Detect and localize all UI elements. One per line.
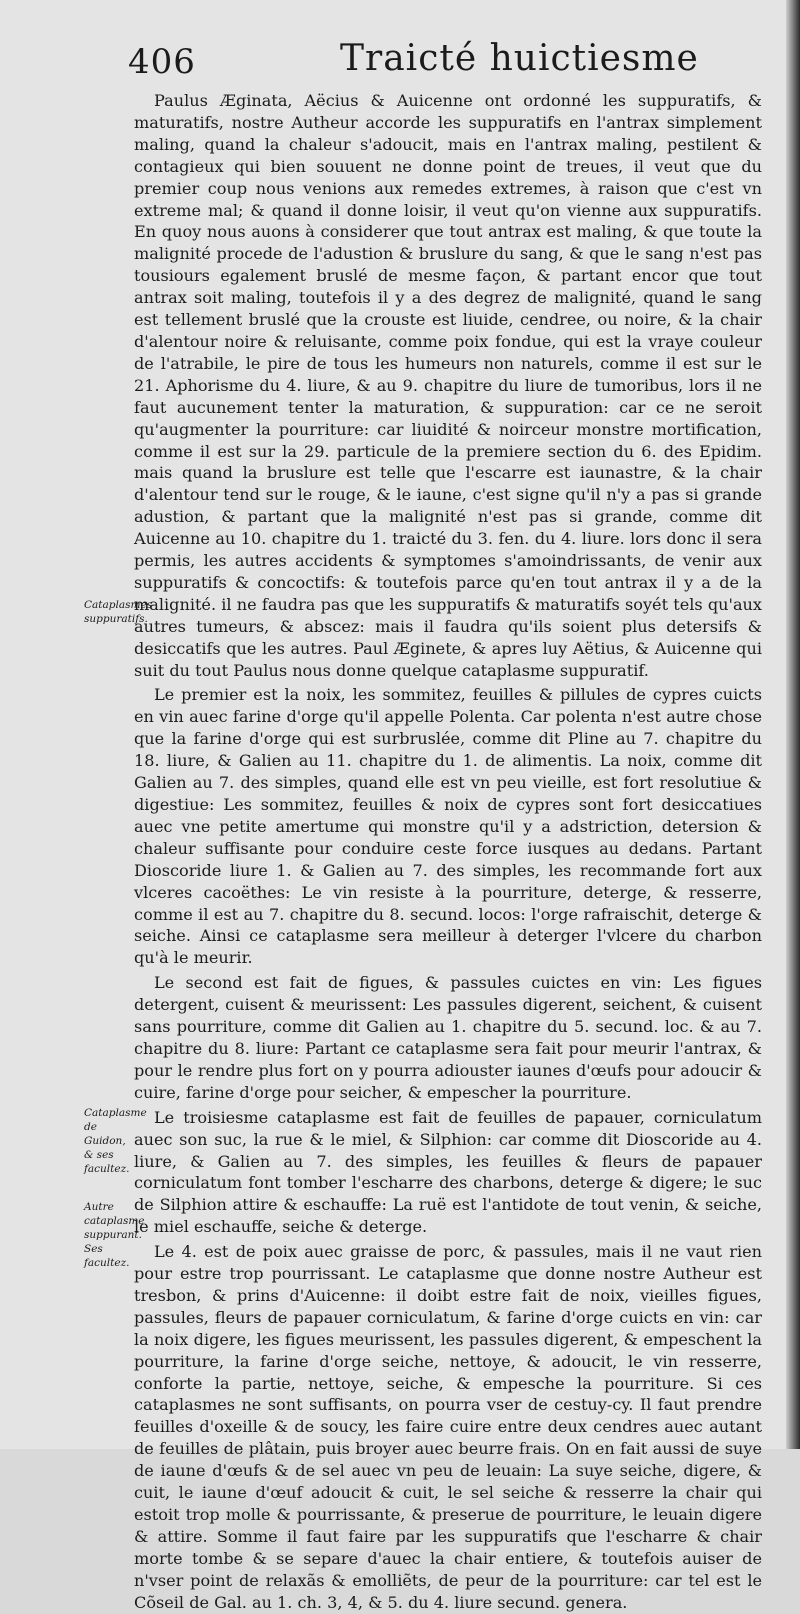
running-title: Traicté huictiesme (340, 38, 699, 79)
body-text (134, 90, 762, 1614)
paragraph: Le 4. est de poix auec graisse de porc, & passules, mais il ne vaut rien pour estre trop pourrissant. Le cataplasme que donne nostre Autheur est tresbon, & prins d'Auicenne: il doibt estre fait de noix, vieilles figues, passules, fleurs de papauer corniculatum, & farine d'orge cuicts en vin: car la noix digere, les figues meurissent, les passules digerent, & empeschent la pourriture, la farine d'orge seiche, nettoye, & adoucit, le vin resserre, conforte la partie, nettoye, seiche, & empesche la pourriture. Si ces cataplasmes ne sont suffisants, on pourra vser de cestuy-cy. Il faut prendre feuilles d'oxeille & de soucy, les faire cuire entre deux cendres auec autant de feuilles de plâtain, puis broyer auec beurre frais. On en fait aussi de suye de iaune d'œufs & de sel auec vn peu de leuain: La suye seiche, digere, & cuit, le iaune d'œuf adoucit & cuit, le sel seiche & resserre la chair qui estoit trop molle & pourrissante, & preserue de pourriture, le leuain digere & attire. Somme il faut faire par les suppuratifs que l'escharre & chair morte tombe & se separe d'auec la chair entiere, & toutefois auiser de n'vser point de relaxãs & emolliẽts, de peur de la pourriture: car tel est le Cõseil de Gal. au 1. ch. 3, 4, & 5. du 4. liure secund. genera. (134, 1242, 762, 1612)
margin-notes (84, 0, 153, 1449)
margin-note: Cataplasme de Guidon, & ses facultez. (84, 1107, 147, 1175)
paragraph: Le troisiesme cataplasme est fait de feuilles de papauer, corniculatum auec son suc, la rue & le miel, & Silphion: car comme dit Dioscoride au 4. liure, & Galien au 7. des simples, les feuilles & fleurs de papauer corniculatum font tomber l'escharre des charbons, deterge & digere; le suc de Silphion attire & eschauffe: La ruë est l'antidote de tout venin, & seiche, le miel eschauffe, seiche & deterge. (134, 1107, 762, 1237)
margin-note: Cataplasmes suppuratifs. (84, 599, 153, 625)
paragraph: Paulus Æginata, Aëcius & Auicenne ont ordonné les suppuratifs, & maturatifs, nostre Autheur accorde les suppuratifs en l'antrax simplement maling, quand la chaleur s'adoucit, mais en l'antrax maling, pestilent & contagieux qui bien souuent ne donne point de treues, il veut que du premier coup nous venions aux remedes extremes, à raison que c'est vn extreme mal; & quand il donne loisir, il veut qu'on vienne aux suppuratifs. En quoy nous auons à considerer que tout antrax est maling, & que toute la malignité procede de l'adustion & bruslure du sang, & que le sang n'est pas tousiours egalement bruslé de mesme façon, & partant encor que tout antrax soit maling, toutefois il y a des degrez de malignité, quand le sang est tellement bruslé que la crouste est liuide, cendree, ou noire, & la chair d'alentour noire & reluisante, comme poix fondue, qui est la vraye couleur de l'atrabile, le pire de tous les humeurs non naturels, comme il est sur le 21. Aphorisme du 4. liure, & au 9. chapitre du liure de tumoribus, lors il ne faut aucunement tenter la maturation, & suppuration: car ce ne seroit qu'augmenter la pourriture: car liuidité & noirceur monstre mortification, comme il est sur la 29. particule de la premiere section du 6. des Epidim. mais quand la bruslure est telle que l'escarre est iaunastre, & la chair d'alentour tend sur le rouge, & le iaune, c'est signe qu'il n'y a pas si grande adustion, & partant que la malignité n'est pas si grande, comme dit Auicenne au 10. chapitre du 1. traicté du 3. fen. du 4. liure. lors donc il sera permis, les autres accidents & symptomes s'amoindrissants, de venir aux suppuratifs & concoctifs: & toutefois parce qu'en tout antrax il y a de la malignité. il ne faudra pas que les suppuratifs & maturatifs soyét tels qu'aux autres tumeurs, & abscez: mais il faudra qu'ils soient plus detersifs & desiccatifs que les autres. Paul Æginete, & apres luy Aëtius, & Auicenne qui suit du tout Paulus nous donne quelque cataplasme suppuratif. (134, 91, 762, 680)
page-number: 406 (128, 42, 196, 82)
paragraph: Le second est fait de figues, & passules cuictes en vin: Les figues detergent, cuisent & meurissent: Les passules digerent, seichent, & cuisent sans pourriture, comme dit Galien au 1. chapitre du 5. secund. loc. & au 7. chapitre du 8. liure: Partant ce cataplasme sera fait pour meurir l'antrax, & pour le rendre plus fort on y pourra adiouster iaunes d'œufs pour adoucir & cuire, farine d'orge pour seicher, & empescher la pourriture. (134, 973, 762, 1102)
margin-note: Autre cataplasme suppurant. Ses facultez. (84, 1201, 145, 1269)
page-header (128, 38, 748, 88)
page-gutter-shadow (786, 0, 800, 1449)
paragraph: Le premier est la noix, les sommitez, feuilles & pillules de cypres cuicts en vin auec farine d'orge qu'il appelle Polenta. Car polenta n'est autre chose que la farine d'orge qui est surbruslée, comme dit Pline au 7. chapitre du 18. liure, & Galien au 11. chapitre du 1. de alimentis. La noix, comme dit Galien au 7. des simples, quand elle est vn peu vieille, est fort resolutiue & digestiue: Les sommitez, feuilles & noix de cypres sont fort desiccatiues auec vne petite amertume qui monstre qu'il y a adstriction, detersion & chaleur suffisante pour conduire ceste force iusques au dedans. Partant Dioscoride liure 1. & Galien au 7. des simples, les recommande fort aux vlceres cacoëthes: Le vin resiste à la pourriture, deterge, & resserre, comme il est au 7. chapitre du 8. secund. locos: l'orge rafraischit, deterge & seiche. Ainsi ce cataplasme sera meilleur à deterger l'vlcere du charbon qu'à le meurir. (134, 685, 762, 968)
